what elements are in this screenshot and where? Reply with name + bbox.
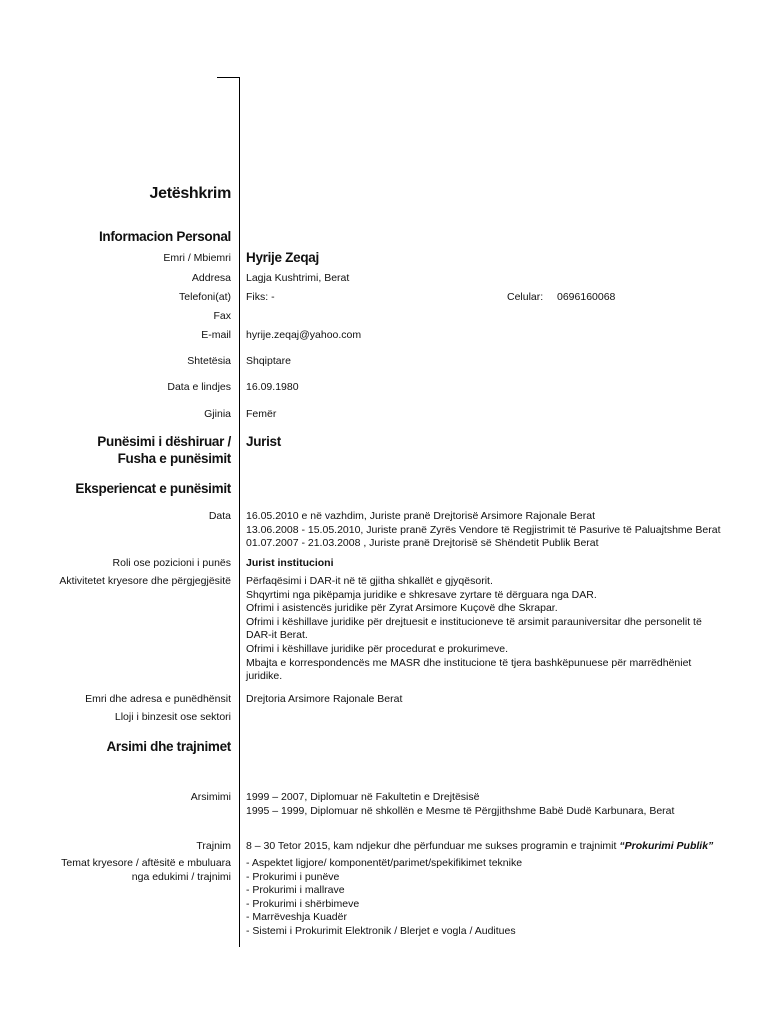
- topic-item: - Marrëveshja Kuadër: [246, 911, 347, 924]
- employer-value: Drejtoria Arsimore Rajonale Berat: [246, 693, 403, 705]
- phone-label: Telefoni(at): [179, 291, 231, 303]
- role-value: Jurist institucioni: [246, 557, 334, 569]
- desired-job-label-line2: Fusha e punësimit: [117, 451, 231, 466]
- section-personal-heading: Informacion Personal: [98, 229, 231, 244]
- education-label: Arsimimi: [190, 791, 231, 803]
- column-divider: [239, 77, 240, 947]
- topic-item: - Aspektet ligjore/ komponentët/parimet/spekifikimet teknike: [246, 857, 523, 869]
- activity-line: Mbajta e korrespondencës me MASR dhe institucione të tjera bashkëpunuese për marrëdhëniet: [246, 656, 692, 669]
- topics-list: [246, 857, 522, 939]
- nationality-label: Shtetësia: [187, 355, 231, 367]
- desired-job-value: Jurist: [246, 434, 281, 449]
- header-rule: [217, 77, 240, 78]
- activity-line: Shqyrtimi nga pikëpamja juridike e shkresave zyrtare të dërguara nga DAR.: [246, 588, 597, 601]
- experience-date-entry: 16.05.2010 e në vazhdim, Juriste pranë Drejtorisë Arsimore Rajonale Berat: [246, 510, 596, 522]
- experience-dates: [246, 510, 721, 551]
- topics-label-line1: Temat kryesore / aftësitë e mbuluara: [61, 857, 231, 869]
- date-label: Data: [208, 510, 231, 522]
- activity-line: Ofrimi i këshillave juridike për procedurat e prokurimeve.: [246, 642, 509, 655]
- activities-list: [246, 575, 702, 684]
- role-label: Roli ose pozicioni i punës: [112, 557, 231, 569]
- birthdate-value: 16.09.1980: [246, 381, 299, 393]
- mobile-value: 0696160068: [557, 291, 616, 303]
- email-label: E-mail: [201, 329, 231, 341]
- gender-value: Femër: [246, 408, 277, 420]
- birthdate-label: Data e lindjes: [167, 381, 231, 393]
- experience-date-entry: 13.06.2008 - 15.05.2010, Juriste pranë Zyrës Vendore të Regjistrimit të Pasurive të Paluajtshme Berat: [246, 523, 721, 536]
- activity-line: Përfaqësimi i DAR-it në të gjitha shkallët e gjyqësorit.: [246, 575, 493, 587]
- gender-label: Gjinia: [204, 408, 231, 420]
- section-education-heading: Arsimi dhe trajnimet: [106, 739, 231, 754]
- training-label: Trajnim: [196, 840, 231, 852]
- desired-job-label-line1: Punësimi i dëshiruar /: [97, 434, 231, 449]
- topic-item: - Prokurimi i mallrave: [246, 884, 345, 897]
- cv-title: Jetëshkrim: [149, 185, 231, 202]
- activities-label: Aktivitetet kryesore dhe përgjegjësitë: [59, 575, 231, 587]
- sector-label: Lloji i binzesit ose sektori: [114, 711, 231, 723]
- activity-line: Ofrimi i asistencës juridike për Zyrat Arsimore Kuçovë dhe Skrapar.: [246, 602, 558, 615]
- education-list: [246, 791, 674, 818]
- education-entry: 1999 – 2007, Diplomuar në Fakultetin e Drejtësisë: [246, 791, 480, 803]
- training-program: “Prokurimi Publik”: [619, 840, 714, 852]
- activity-line: Ofrimi i këshillave juridike për drejtuesit e institucioneve të arsimit parauniversitar dhe personelit të: [246, 615, 702, 628]
- full-name: Hyrije Zeqaj: [246, 250, 319, 265]
- name-label: Emri / Mbiemri: [163, 252, 231, 264]
- training-value: [246, 840, 713, 854]
- address-value: Lagja Kushtrimi, Berat: [246, 272, 350, 284]
- employer-label: Emri dhe adresa e punëdhënsit: [85, 693, 231, 705]
- activity-line: juridike.: [246, 670, 283, 683]
- topic-item: - Sistemi i Prokurimit Elektronik / Blerjet e vogla / Auditues: [246, 924, 516, 937]
- topics-label-line2: nga edukimi / trajnimi: [131, 871, 231, 883]
- activity-line: DAR-it Berat.: [246, 629, 308, 642]
- section-experience-heading: Eksperiencat e punësimit: [75, 481, 231, 496]
- education-entry: 1995 – 1999, Diplomuar në shkollën e Mesme të Përgjithshme Babë Dudë Karbunara, Berat: [246, 804, 675, 817]
- topic-item: - Prokurimi i shërbimeve: [246, 897, 360, 910]
- phone-fixed-value: Fiks: -: [246, 291, 275, 303]
- mobile-label: Celular:: [507, 291, 544, 303]
- fax-label: Fax: [213, 310, 231, 322]
- experience-date-entry: 01.07.2007 - 21.03.2008 , Juriste pranë Drejtorisë së Shëndetit Publik Berat: [246, 537, 599, 550]
- email-value: hyrije.zeqaj@yahoo.com: [246, 329, 362, 341]
- topic-item: - Prokurimi i punëve: [246, 870, 340, 883]
- address-label: Addresa: [191, 272, 231, 284]
- nationality-value: Shqiptare: [246, 355, 291, 367]
- training-text: 8 – 30 Tetor 2015, kam ndjekur dhe përfunduar me sukses programin e trajnimit: [246, 840, 617, 852]
